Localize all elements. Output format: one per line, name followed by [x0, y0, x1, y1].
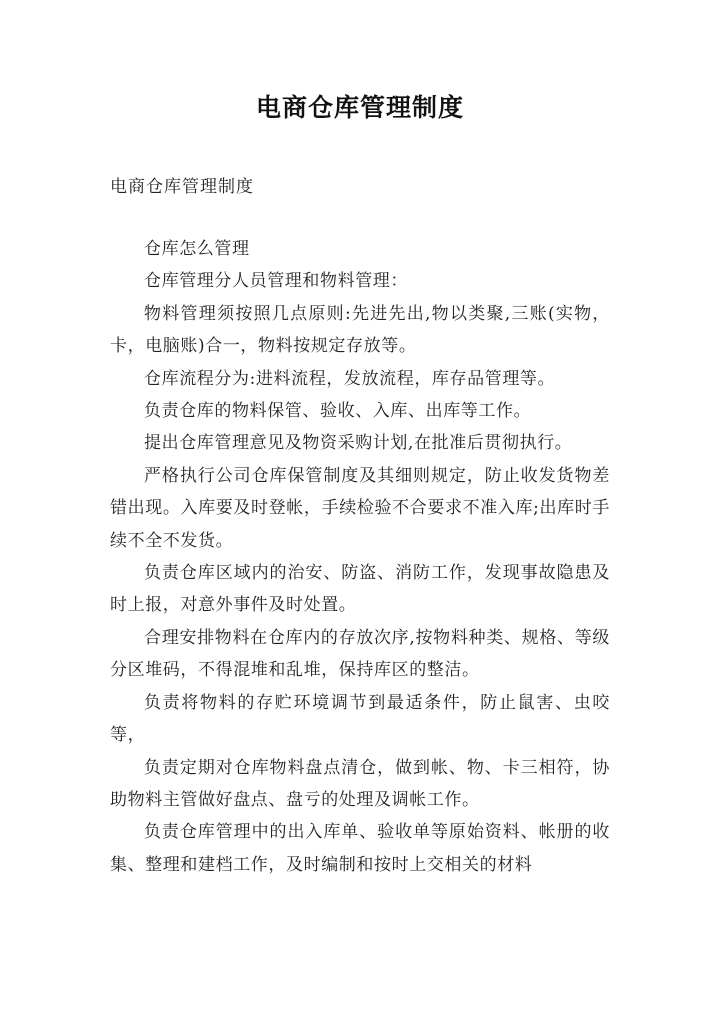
paragraph: 仓库怎么管理: [144, 239, 250, 259]
paragraph: 仓库管理分人员管理和物料管理：: [144, 271, 408, 292]
paragraph: 负责仓库的物料保管、验收、入库、出库等工作。: [144, 401, 532, 422]
paragraph: 负责定期对仓库物料盘点清仓，做到帐、物、卡三相符，协助物料主管做好盘点、盘亏的处理及调帐工作。: [110, 757, 610, 810]
paragraph: 负责仓库区域内的治安、防盗、消防工作，发现事故隐患及时上报，对意外事件及时处置。: [110, 563, 610, 616]
paragraph: 合理安排物料在仓库内的存放次序,按物料种类、规格、等级分区堆码，不得混堆和乱堆，保持库区的整洁。: [110, 627, 610, 681]
paragraph: 仓库流程分为:进料流程，发放流程，库存品管理等。: [144, 368, 556, 389]
document-body: [110, 233, 610, 881]
paragraph: 负责将物料的存贮环境调节到最适条件，防止鼠害、虫咬等，: [110, 692, 610, 746]
paragraph: 严格执行公司仓库保管制度及其细则规定，防止收发货物差错出现。入库要及时登帐，手续检验不合要求不准入库;出库时手续不全不发货。: [110, 465, 610, 551]
document-title: 电商仓库管理制度: [255, 93, 464, 122]
paragraph: 负责仓库管理中的出入库单、验收单等原始资料、帐册的收集、整理和建档工作，及时编制和按时上交相关的材料: [110, 822, 610, 875]
paragraph: 物料管理须按照几点原则:先进先出,物以类聚,三账(实物，卡，电脑账)合一，物料按规定存放等。: [110, 303, 610, 357]
document-subtitle: 电商仓库管理制度: [110, 177, 254, 197]
paragraph: 提出仓库管理意见及物资采购计划,在批准后贯彻执行。: [144, 433, 573, 454]
